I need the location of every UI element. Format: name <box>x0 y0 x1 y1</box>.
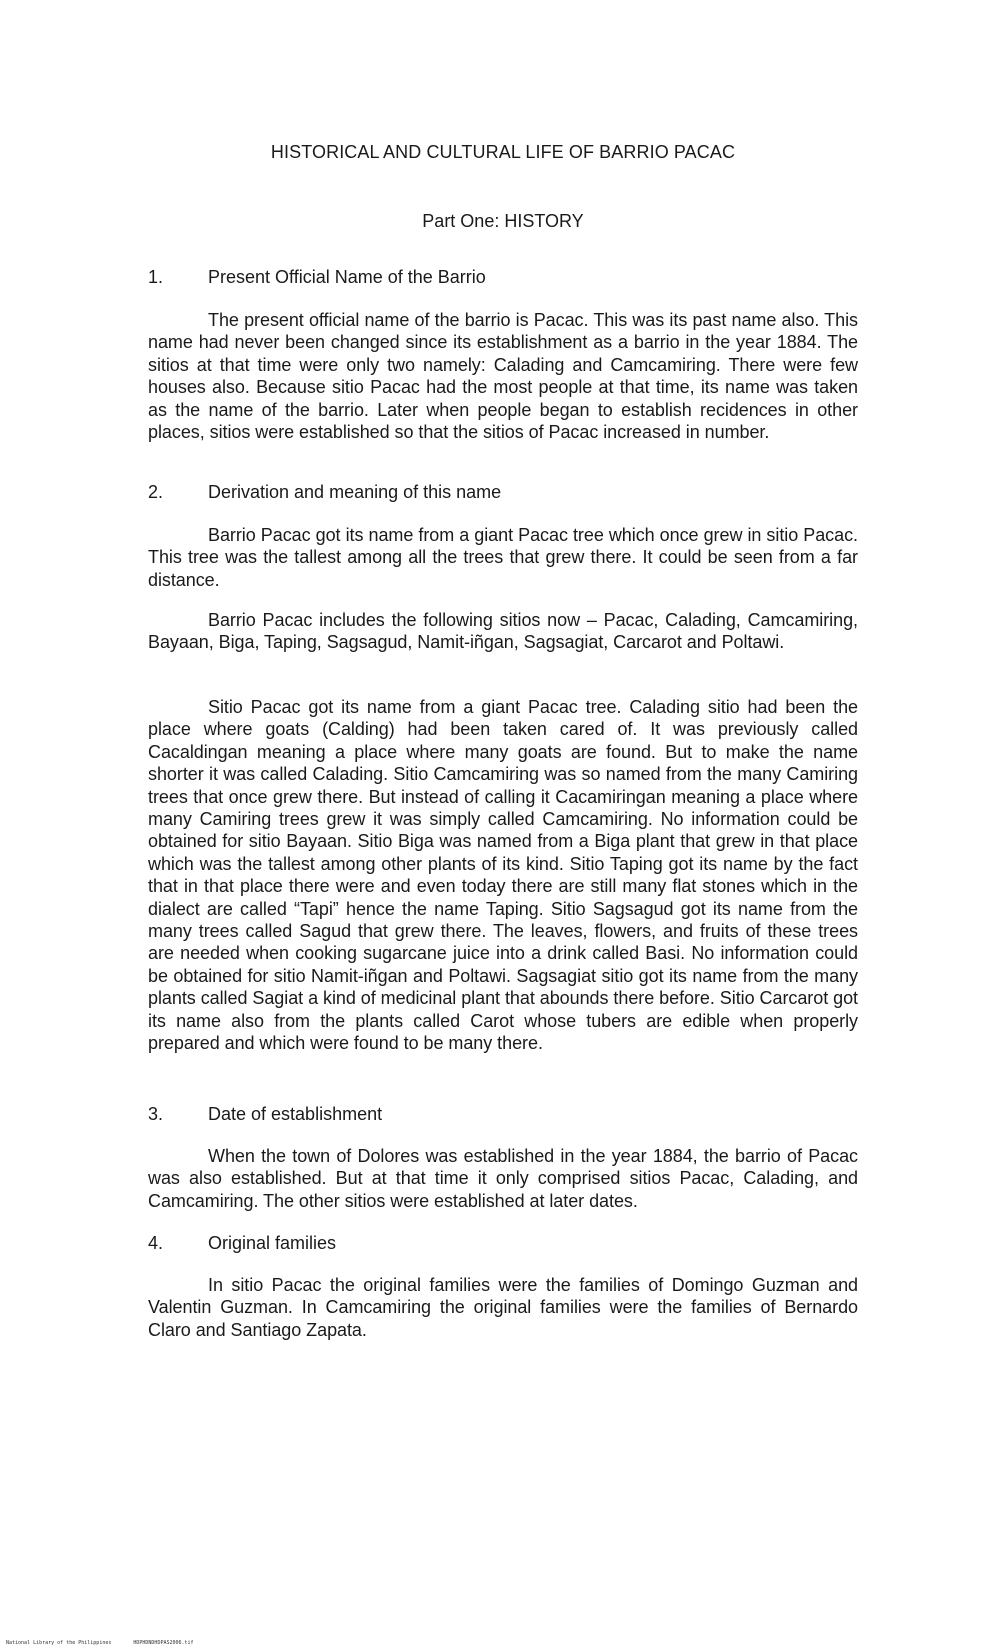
section-heading-2 <box>148 481 501 503</box>
footer-file-id: HDPHDNDHDPAS2006.tif <box>133 1640 194 1646</box>
section-heading-3 <box>148 1103 382 1125</box>
paragraph: Barrio Pacac includes the following sitios now – Pacac, Calading, Camcamiring, Bayaan, Biga, Taping, Sagsagud, Namit-iñgan, Sagsagiat, Carcarot and Poltawi. <box>148 610 858 653</box>
section-title: Date of establishment <box>208 1104 383 1124</box>
section-number: 2. <box>148 482 164 502</box>
part-title: Part One: HISTORY <box>422 211 584 231</box>
section-number: 4. <box>148 1233 164 1253</box>
document-title: HISTORICAL AND CULTURAL LIFE OF BARRIO PACAC <box>270 142 736 162</box>
section-number: 1. <box>148 267 164 287</box>
paragraph: In sitio Pacac the original families were the families of Domingo Guzman and Valentin Guzman. In Camcamiring the original families were the families of Bernardo Claro and Santiago Zapata. <box>148 1275 858 1340</box>
section-title: Derivation and meaning of this name <box>208 482 502 502</box>
footer-library: National Library of the Philippines <box>6 1640 112 1646</box>
scan-footer <box>6 1640 216 1646</box>
section-heading-4 <box>148 1232 336 1254</box>
section-heading-1 <box>148 266 486 288</box>
section-title: Present Official Name of the Barrio <box>208 267 486 287</box>
paragraph: When the town of Dolores was established in the year 1884, the barrio of Pacac was also established. But at that time it only comprised sitios Pacac, Calading, and Camcamiring. The other sitios were established at later dates. <box>148 1146 858 1211</box>
paragraph: The present official name of the barrio is Pacac. This was its past name also. This name had never been changed since its establishment as a barrio in the year 1884. The sitios at that time were only two namely: Calading and Camcamiring. There were few houses also. Because sitio Pacac had the most people at that time, its name was taken as the name of the barrio. Later when people began to establish recidences in other places, sitios were established so that the sitios of Pacac increased in number. <box>148 310 858 443</box>
section-number: 3. <box>148 1104 164 1124</box>
paragraph: Barrio Pacac got its name from a giant Pacac tree which once grew in sitio Pacac. This tree was the tallest among all the trees that grew there. It could be seen from a far distance. <box>148 525 858 590</box>
section-title: Original families <box>208 1233 337 1253</box>
paragraph: Sitio Pacac got its name from a giant Pacac tree. Calading sitio had been the place where goats (Calding) had been taken cared of. It was previously called Cacaldingan meaning a place where many goats are found. But to make the name shorter it was called Calading. Sitio Camcamiring was so named from the many Camiring trees that once grew there. But instead of calling it Cacamiringan meaning a place where many Camiring trees grew it was simply called Camcamiring. No information could be obtained for sitio Bayaan. Sitio Biga was named from a Biga plant that grew in that place which was the tallest among other plants of its kind. Sitio Taping got its name by the fact that in that place there were and even today there are still many flat stones which in the dialect are called “Tapi” hence the name Taping. Sitio Sagsagud got its name from the many trees called Sagud that grew there. The leaves, flowers, and fruits of these trees are needed when cooking sugarcane juice into a drink called Basi. No information could be obtained for sitio Namit-iñgan and Poltawi. Sagsagiat sitio got its name from the many plants called Sagiat a kind of medicinal plant that abounds there before. Sitio Carcarot got its name also from the plants called Carot whose tubers are edible when properly prepared and which were found to be many there. <box>148 697 858 1054</box>
